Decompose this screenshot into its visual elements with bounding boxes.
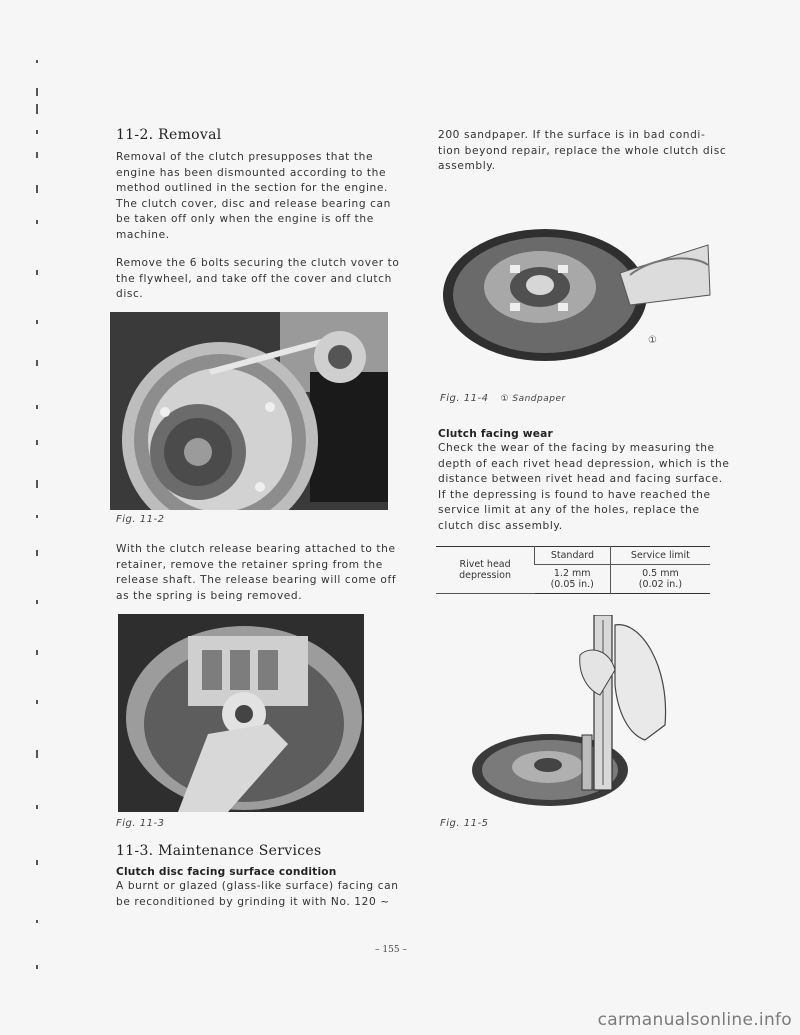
rivet-depression-spec-table <box>436 546 710 594</box>
figure-11-2-clutch-cover-photo <box>110 312 388 510</box>
maintenance-heading: 11-3. Maintenance Services <box>116 843 322 859</box>
figure-11-5-caption: Fig. 11-5 <box>440 818 489 829</box>
figure-11-4-marker: ① <box>648 335 657 346</box>
standard-value-cell: 1.2 mm (0.05 in.) <box>550 568 594 590</box>
row-label-cell: Rivet head depression <box>436 547 535 594</box>
removal-paragraph-2: Remove the 6 bolts securing the clutch vover to the flywheel, and take off the cover and clutch disc. <box>116 257 400 300</box>
facing-condition-subheading: Clutch disc facing surface condition <box>116 866 337 878</box>
page-number: – 155 – <box>375 945 407 955</box>
sandpaper-continued-paragraph: 200 sandpaper. If the surface is in bad condi- tion beyond repair, replace the whole clutch disc assembly. <box>438 129 727 172</box>
figure-11-4-legend: ① Sandpaper <box>500 394 566 404</box>
scan-edge-marks <box>34 60 42 1000</box>
facing-condition-paragraph: A burnt or glazed (glass-like surface) facing can be reconditioned by grinding it with No. 120 ~ <box>116 880 399 908</box>
removal-paragraph-1: Removal of the clutch presupposes that the engine has been dismounted according to the method outlined in the section for the engine. The clutch cover, disc and release bearing can be taken off only when the engine is off the machine. <box>116 151 391 241</box>
release-bearing-paragraph: With the clutch release bearing attached to the retainer, remove the retainer spring from the release shaft. The release bearing will come off as the spring is being removed. <box>116 543 397 602</box>
figure-11-4-caption: Fig. 11-4 ① Sandpaper <box>440 393 566 404</box>
figure-11-2-caption: Fig. 11-2 <box>116 514 165 525</box>
figure-11-3-release-bearing-photo <box>118 614 364 812</box>
removal-heading: 11-2. Removal <box>116 127 222 143</box>
standard-header: Standard <box>535 547 611 565</box>
service-limit-value-cell: 0.5 mm (0.02 in.) <box>610 565 710 594</box>
service-limit-header: Service limit <box>610 547 710 565</box>
figure-11-4-sandpaper-illustration <box>440 225 712 375</box>
facing-wear-subheading: Clutch facing wear <box>438 428 553 440</box>
facing-wear-paragraph: Check the wear of the facing by measuring the depth of each rivet head depression, which is the distance between rivet head and facing surface. If the depressing is found to have reached the service limit at any of the holes, replace the clutch disc assembly. <box>438 442 730 532</box>
figure-11-3-caption: Fig. 11-3 <box>116 818 165 829</box>
watermark: carmanualsonline.info <box>597 1010 792 1030</box>
figure-11-5-caliper-illustration <box>470 615 710 810</box>
